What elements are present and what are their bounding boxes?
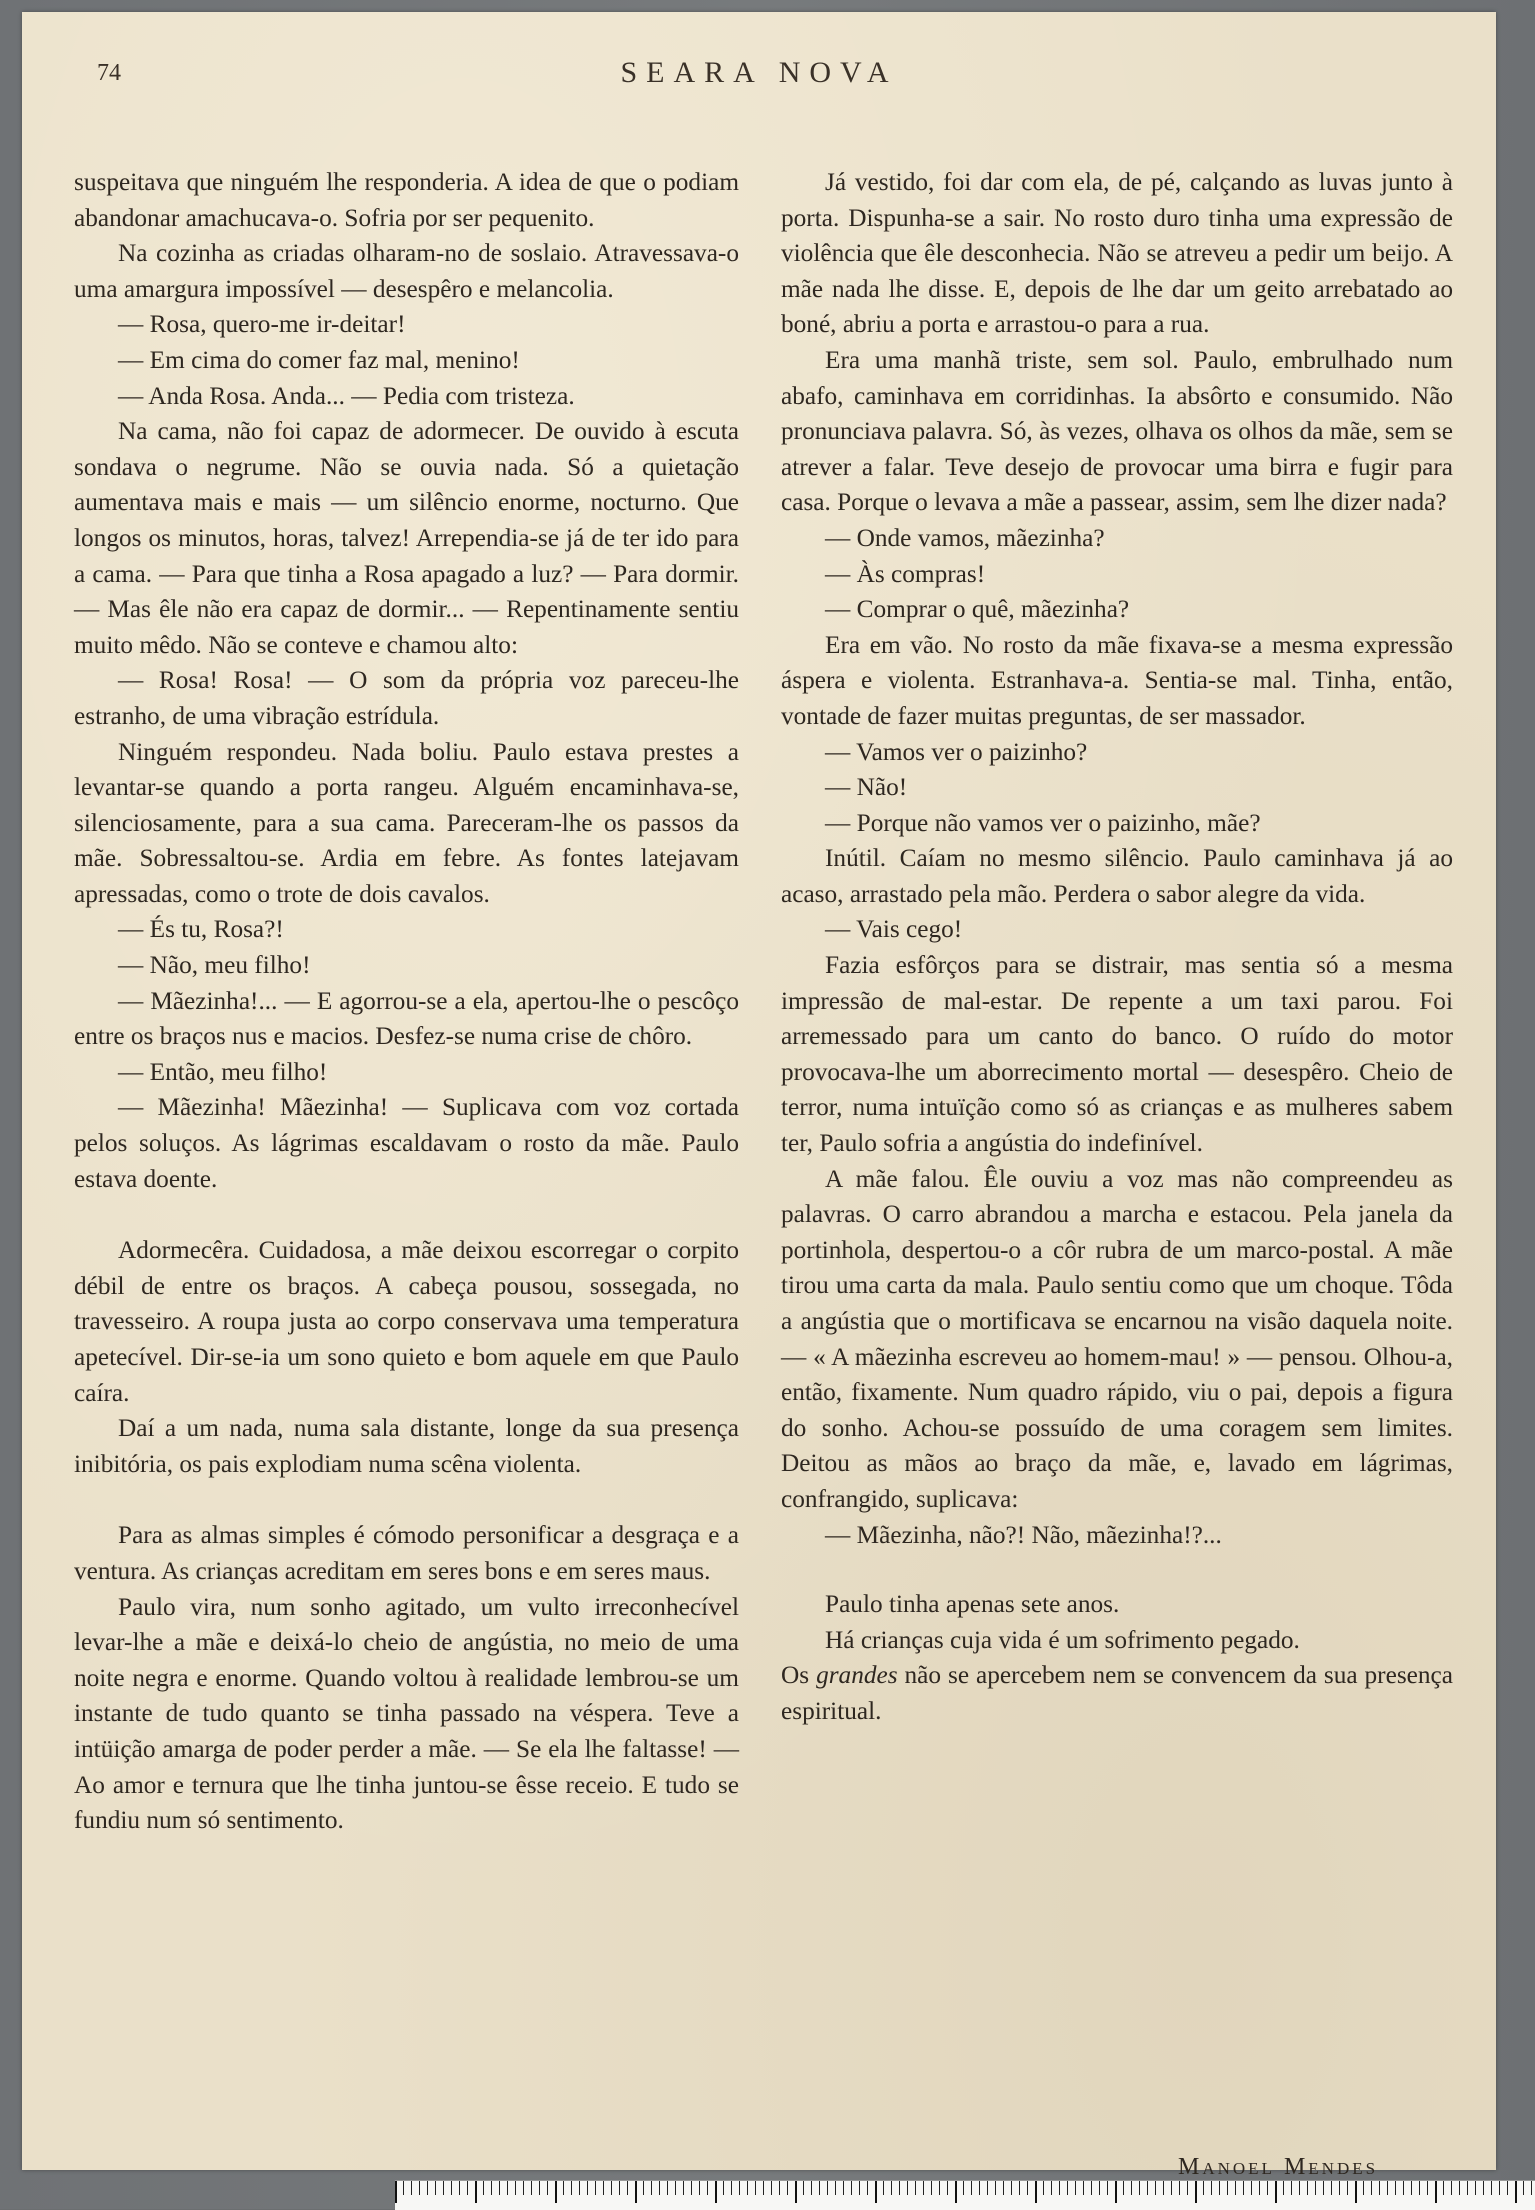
page-number: 74 xyxy=(97,60,121,86)
dialogue-line: — Porque não vamos ver o paizinho, mãe? xyxy=(825,808,1261,837)
dialogue-line: — Onde vamos, mãezinha? xyxy=(825,523,1105,552)
closing-italic-word: grandes xyxy=(816,1661,898,1690)
scan-ruler xyxy=(395,2180,1535,2210)
paragraph: Já vestido, foi dar com ela, de pé, calçando as luvas junto à porta. Dispunha-se a sair. No rosto duro tinha uma expressão de violência que êle desconhecia. Não se atreveu a pedir um beijo. A mãe nada lhe disse. E, depois de lhe dar um geito arrebatado ao boné, abriu a porta e arrastou-o para a rua. xyxy=(781,168,1453,339)
dialogue-line: — Não, meu filho! xyxy=(118,951,311,980)
closing-text-end: não se apercebem nem se convencem da sua presença espiritual. xyxy=(781,1661,1454,1725)
dialogue-line: — Comprar o quê, mãezinha? xyxy=(825,595,1130,624)
paragraph: Paulo vira, num sonho agitado, um vulto irreconhecível levar-lhe a mãe e deixá-lo cheio de angústia, no meio de uma noite negra e enorme. Quando voltou à realidade lembrou-se um instante de tudo quanto se tinha passado na véspera. Teve a intüição amarga de poder perder a mãe. — Se ela lhe faltasse! — Ao amor e ternura que lhe tinha juntou-se êsse receio. E tudo se fundiu num só sentimento. xyxy=(74,1592,739,1835)
dialogue-line: — Rosa! Rosa! — O som da própria voz pareceu-lhe estranho, de uma vibração estrídula. xyxy=(74,666,739,730)
paragraph: Na cama, não foi capaz de adormecer. De ouvido à escuta sondava o negrume. Não se ouvia nada. Só a quietação aumentava mais e mais — um silêncio enorme, nocturno. Que longos os minutos, horas, talvez! Arrependia-se já de ter ido para a cama. — Para que tinha a Rosa apagado a luz? — Para dormir. — Mas êle não era capaz de dormir... — Repentinamente sentiu muito mêdo. Não se conteve e chamou alto: xyxy=(74,417,739,659)
dialogue-line: — Às compras! xyxy=(825,559,986,588)
dialogue-line: — Mãezinha! Mãezinha! — Suplicava com voz cortada pelos soluços. As lágrimas escaldavam o rosto da mãe. Paulo estava doente. xyxy=(74,1093,739,1193)
author-signature: Manoel Mendes xyxy=(1178,2154,1379,2180)
right-column xyxy=(781,165,1453,1730)
dialogue-line: — Anda Rosa. Anda... — Pedia com tristeza. xyxy=(118,381,575,410)
paragraph: Era uma manhã triste, sem sol. Paulo, embrulhado num abafo, caminhava em corridinhas. Ia absôrto e consumido. Não pronunciava palavra. Só, às vezes, olhava os olhos da mãe, sem se atrever a falar. Teve desejo de provocar uma birra e fugir para casa. Porque o levava a mãe a passear, assim, sem lhe dizer nada? xyxy=(781,345,1453,517)
dialogue-line: — Em cima do comer faz mal, menino! xyxy=(118,345,520,374)
paragraph: Paulo tinha apenas sete anos. xyxy=(825,1590,1120,1619)
dialogue-line: — Não! xyxy=(825,773,908,802)
dialogue-line: — Vais cego! xyxy=(825,915,963,944)
paragraph: Daí a um nada, numa sala distante, longe da sua presença inibitória, os pais explodiam numa scêna violenta. xyxy=(74,1414,739,1478)
paragraph: Era em vão. No rosto da mãe fixava-se a mesma expressão áspera e violenta. Estranhava-a. Sentia-se mal. Tinha, então, vontade de fazer muitas preguntas, de ser massador. xyxy=(781,630,1453,730)
dialogue-line: — Mãezinha, não?! Não, mãezinha!?... xyxy=(825,1520,1222,1549)
dialogue-line: — Rosa, quero-me ir-deitar! xyxy=(118,310,406,339)
left-column xyxy=(74,165,739,1839)
closing-paragraph xyxy=(781,1658,1453,1729)
dialogue-line: — És tu, Rosa?! xyxy=(118,915,284,944)
paragraph: Adormecêra. Cuidadosa, a mãe deixou escorregar o corpito débil de entre os braços. A cabeça pousou, sossegada, no travesseiro. A roupa justa ao corpo conservava uma temperatura apetecível. Dir-se-ia um sono quieto e bom aquele em que Paulo caíra. xyxy=(74,1236,739,1407)
paragraph: Na cozinha as criadas olharam-no de soslaio. Atravessava-o uma amargura impossível — desespêro e melancolia. xyxy=(74,239,739,303)
paragraph: Para as almas simples é cómodo personificar a desgraça e a ventura. As crianças acreditam em seres bons e em seres maus. xyxy=(74,1521,739,1585)
dialogue-line: — Então, meu filho! xyxy=(118,1057,328,1086)
closing-text-start: Os xyxy=(781,1661,817,1690)
paragraph: suspeitava que ninguém lhe responderia. A idea de que o podiam abandonar amachucava-o. Sofria por ser pequenito. xyxy=(74,168,739,232)
paragraph: Há crianças cuja vida é um sofrimento pegado. xyxy=(825,1625,1300,1654)
dialogue-line: — Mãezinha!... — E agorrou-se a ela, apertou-lhe o pescôço entre os braços nus e macios. Desfez-se numa crise de chôro. xyxy=(74,986,739,1051)
magazine-page xyxy=(22,12,1496,2180)
paragraph: A mãe falou. Êle ouviu a voz mas não compreendeu as palavras. O carro abrandou a marcha e estacou. Pela janela da portinhola, despertou-o a côr rubra de um marco-postal. A mãe tirou uma carta da mala. Paulo sentiu como que um choque. Tôda a angústia que o mortificava se encarnou na visão daquela noite. — « A mãezinha escreveu ao homem-mau! » — pensou. Olhou-a, então, fixamente. Num quadro rápido, viu o pai, depois a figura do sonho. Achou-se possuído de uma coragem sem limites. Deitou as mãos ao braço da mãe, e, lavado em lágrimas, confrangido, suplicava: xyxy=(781,1164,1453,1513)
paragraph: Fazia esfôrços para se distrair, mas sentia só a mesma impressão de mal-estar. De repente a um taxi parou. Foi arremessado para um canto do banco. O ruído do motor provocava-lhe um aborrecimento mortal — desespêro. Cheio de terror, numa intuïção como só as crianças e as mulheres sabem ter, Paulo sofria a angústia do indefinível. xyxy=(781,951,1453,1158)
paragraph: Ninguém respondeu. Nada boliu. Paulo estava prestes a levantar-se quando a porta rangeu. Alguém encaminhava-se, silenciosamente, para a sua cama. Pareceram-lhe os passos da mãe. Sobressaltou-se. Ardia em febre. As fontes latejavam apressadas, como o trote de dois cavalos. xyxy=(74,737,739,908)
running-head: SEARA NOVA xyxy=(620,56,898,89)
dialogue-line: — Vamos ver o paizinho? xyxy=(825,737,1088,766)
ruler-major-ticks xyxy=(395,2181,1535,2203)
paragraph: Inútil. Caíam no mesmo silêncio. Paulo caminhava já ao acaso, arrastado pela mão. Perdera o sabor alegre da vida. xyxy=(781,844,1453,908)
